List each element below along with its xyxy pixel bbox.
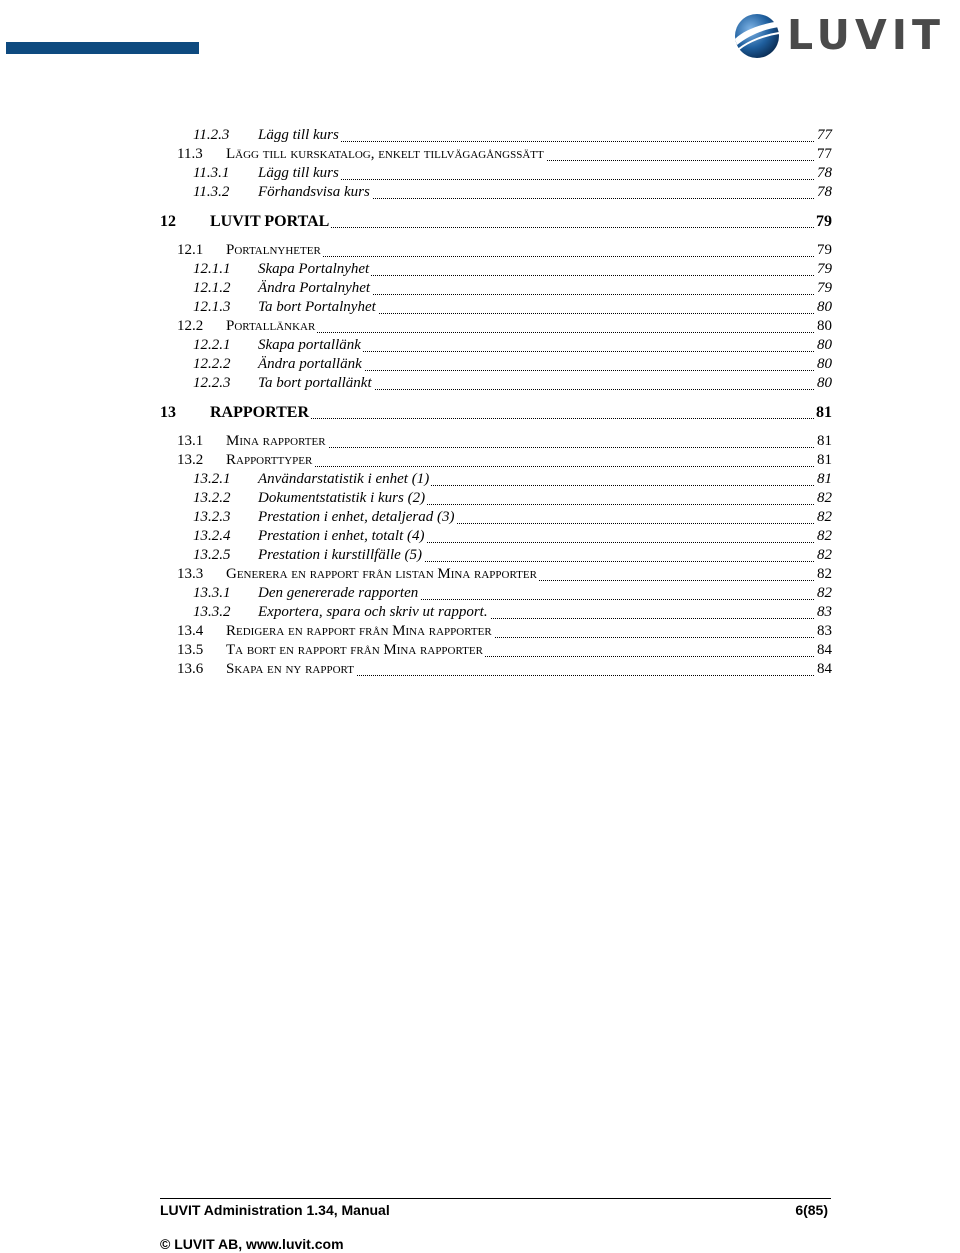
toc-entry[interactable]	[160, 356, 832, 375]
toc-entry-title: Lägg till kurskatalog, enkelt tillvägagångssätt	[226, 146, 544, 162]
toc-entry-page: 80	[817, 318, 832, 334]
toc-entry[interactable]	[160, 585, 832, 604]
toc-entry-number: 12.2	[177, 318, 204, 334]
toc-entry-page: 80	[817, 356, 832, 372]
toc-entry[interactable]	[160, 375, 832, 394]
header-accent-bar	[6, 42, 199, 54]
toc-entry-page: 82	[817, 509, 832, 525]
luvit-logo	[731, 8, 945, 62]
footer-copyright: © LUVIT AB, www.luvit.com	[160, 1236, 344, 1252]
toc-entry[interactable]	[160, 242, 832, 261]
toc-entry[interactable]	[160, 433, 832, 452]
toc-entry-number: 13.3.1	[193, 585, 231, 601]
toc-entry-page: 77	[817, 146, 832, 162]
toc-entry-page: 78	[817, 184, 832, 200]
toc-entry-number: 13.6	[177, 661, 204, 677]
toc-entry-title: Skapa Portalnyhet	[258, 261, 370, 277]
footer-divider	[160, 1198, 831, 1199]
toc-entry-number: 12.2.3	[193, 375, 231, 391]
toc-entry-number: 12.1.3	[193, 299, 231, 315]
toc-entry[interactable]	[160, 213, 832, 232]
toc-entry-number: 13.5	[177, 642, 204, 658]
toc-entry-title: Prestation i enhet, detaljerad (3)	[258, 509, 455, 525]
toc-entry-number: 13.2	[177, 452, 204, 468]
toc-entry-title: Ta bort portallänkt	[258, 375, 372, 391]
toc-entry-title: Lägg till kurs	[258, 127, 339, 143]
toc-dot-leader	[258, 178, 814, 180]
toc-entry-number: 13.2.4	[193, 528, 231, 544]
toc-entry-title: Mina rapporter	[226, 433, 326, 449]
toc-entry[interactable]	[160, 261, 832, 280]
toc-entry-page: 82	[817, 585, 832, 601]
toc-entry-page: 81	[817, 452, 832, 468]
toc-entry-page: 82	[817, 566, 832, 582]
toc-entry[interactable]	[160, 452, 832, 471]
toc-entry-number: 12.2.2	[193, 356, 231, 372]
toc-entry-title: Portallänkar	[226, 318, 316, 334]
toc-entry-number: 13.4	[177, 623, 204, 639]
toc-entry-title: Den genererade rapporten	[258, 585, 419, 601]
toc-entry[interactable]	[160, 604, 832, 623]
toc-entry[interactable]	[160, 661, 832, 680]
toc-entry-title: Användarstatistik i enhet (1)	[258, 471, 430, 487]
toc-entry-number: 12.1	[177, 242, 204, 258]
toc-entry[interactable]	[160, 471, 832, 490]
toc-entry-number: 13.2.3	[193, 509, 231, 525]
toc-entry-number: 13.1	[177, 433, 204, 449]
toc-entry-title: Prestation i kurstillfälle (5)	[258, 547, 423, 563]
toc-entry-title: Ändra Portalnyhet	[258, 280, 371, 296]
toc-entry-number: 11.2.3	[193, 127, 230, 143]
toc-entry-page: 80	[817, 299, 832, 315]
toc-entry-page: 80	[817, 375, 832, 391]
toc-entry-title: Generera en rapport från listan Mina rapporter	[226, 566, 537, 582]
toc-entry-page: 81	[816, 404, 832, 421]
toc-entry-title: Rapporttyper	[226, 452, 313, 468]
toc-entry-title: Lägg till kurs	[258, 165, 339, 181]
toc-entry-number: 11.3.2	[193, 184, 230, 200]
toc-entry[interactable]	[160, 566, 832, 585]
toc-entry-number: 13.3	[177, 566, 204, 582]
toc-entry-number: 12.1.2	[193, 280, 231, 296]
toc-entry[interactable]	[160, 547, 832, 566]
logo-wordmark: LUVIT	[787, 10, 945, 59]
toc-entry-number: 12.1.1	[193, 261, 231, 277]
toc-entry[interactable]	[160, 318, 832, 337]
toc-entry[interactable]	[160, 509, 832, 528]
toc-entry[interactable]	[160, 528, 832, 547]
toc-entry-page: 77	[817, 127, 832, 143]
toc-entry-number: 11.3.1	[193, 165, 230, 181]
toc-dot-leader	[258, 140, 814, 142]
toc-entry-title: Skapa portallänk	[258, 337, 361, 353]
toc-entry[interactable]	[160, 337, 832, 356]
toc-entry[interactable]	[160, 165, 832, 184]
toc-entry-page: 81	[817, 433, 832, 449]
toc-entry-page: 82	[817, 528, 832, 544]
toc-entry-title: Ta bort Portalnyhet	[258, 299, 376, 315]
toc-entry-number: 13.2.1	[193, 471, 231, 487]
toc-entry-page: 79	[817, 261, 832, 277]
globe-logo-icon	[731, 9, 783, 61]
toc-entry[interactable]	[160, 642, 832, 661]
toc-entry-page: 78	[817, 165, 832, 181]
toc-entry-number: 13.2.2	[193, 490, 231, 506]
toc-entry[interactable]	[160, 404, 832, 423]
toc-entry-number: 12	[160, 213, 176, 230]
toc-entry-title: Ta bort en rapport från Mina rapporter	[226, 642, 483, 658]
toc-entry[interactable]	[160, 127, 832, 146]
toc-entry-title: RAPPORTER	[210, 404, 309, 421]
toc-entry-number: 13	[160, 404, 176, 421]
footer-page-number: 6(85)	[795, 1202, 828, 1218]
toc-entry-title: Dokumentstatistik i kurs (2)	[258, 490, 426, 506]
toc-entry-title: Förhandsvisa kurs	[258, 184, 370, 200]
toc-entry-page: 84	[817, 661, 832, 677]
toc-entry-title: Prestation i enhet, totalt (4)	[258, 528, 425, 544]
toc-entry-title: Skapa en ny rapport	[226, 661, 354, 677]
toc-entry[interactable]	[160, 184, 832, 203]
toc-entry[interactable]	[160, 490, 832, 509]
toc-entry-title: LUVIT PORTAL	[210, 213, 330, 230]
toc-entry-page: 81	[817, 471, 832, 487]
toc-entry-page: 84	[817, 642, 832, 658]
toc-entry[interactable]	[160, 280, 832, 299]
toc-entry[interactable]	[160, 623, 832, 642]
toc-entry-title: Redigera en rapport från Mina rapporter	[226, 623, 492, 639]
toc-entry-page: 82	[817, 490, 832, 506]
toc-entry-number: 13.2.5	[193, 547, 231, 563]
toc-entry-title: Ändra portallänk	[258, 356, 362, 372]
toc-entry[interactable]	[160, 146, 832, 165]
toc-entry-page: 83	[817, 604, 832, 620]
toc-entry-page: 79	[817, 242, 832, 258]
toc-entry-number: 12.2.1	[193, 337, 231, 353]
toc-entry[interactable]	[160, 299, 832, 318]
toc-entry-page: 82	[817, 547, 832, 563]
toc-entry-page: 79	[816, 213, 832, 230]
footer-document-title: LUVIT Administration 1.34, Manual	[160, 1202, 390, 1218]
toc-entry-title: Exportera, spara och skriv ut rapport.	[258, 604, 488, 620]
toc-entry-page: 83	[817, 623, 832, 639]
toc-entry-title: Portalnyheter	[226, 242, 321, 258]
toc-entry-page: 79	[817, 280, 832, 296]
toc-entry-number: 11.3	[177, 146, 203, 162]
toc-entry-number: 13.3.2	[193, 604, 231, 620]
toc-entry-page: 80	[817, 337, 832, 353]
